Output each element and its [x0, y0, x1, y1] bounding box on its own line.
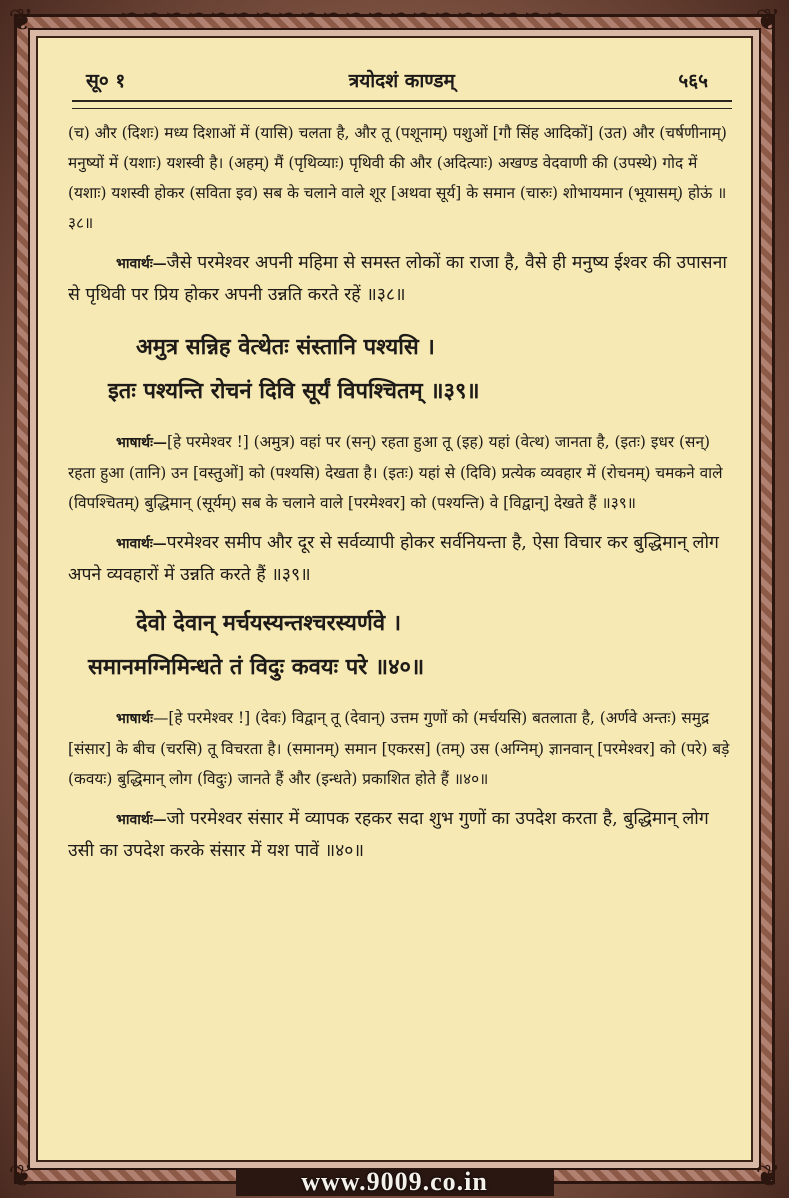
bhavartha-text: जैसे परमेश्वर अपनी महिमा से समस्त लोकों का राजा है, वैसे ही मनुष्य ईश्वर की उपासना से पृथिवी पर प्रिय होकर अपनी उन्नति करते रहें ॥३८॥ — [68, 253, 727, 305]
bhasharth-paragraph — [68, 427, 730, 518]
bhasharth-text: —[हे परमेश्वर !] (देवः) विद्वान् तू (देवान्) उत्तम गुणों को (मर्चयसि) बतलाता है, (अर्णवे अन्तः) समुद्र [संसार] के बीच (चरसि) तू विचरता है। (समानम्) समान [एकरस] (तम्) उस (अग्निम्) ज्ञानवान् [परमेश्वर] को (परे) बड़े (कवयः) बुद्धिमान् लोग (विदुः) जानते हैं और (इन्धते) प्रकाशित होते हैं ॥४०॥ — [68, 709, 730, 788]
header-rule — [72, 100, 732, 109]
bhavartha-text: जो परमेश्वर संसार में व्यापक रहकर सदा शुभ गुणों का उपदेश करता है, बुद्धिमान् लोग उसी का उपदेश करके संसार में यश पावें ॥४०॥ — [68, 809, 709, 861]
sutra-number: सू० १ — [86, 70, 126, 92]
kanda-title: त्रयोदशं काण्डम् — [348, 70, 455, 92]
bhavartha-paragraph — [68, 804, 730, 867]
bhavartha-paragraph — [68, 248, 730, 311]
page-body — [68, 118, 730, 867]
verse-line: अमुत्र सन्निह वेत्थेतः संस्तानि पश्यसि । — [136, 334, 435, 360]
bhasharth-paragraph — [68, 703, 730, 794]
verse-line: समानमग्निमिन्धते तं विदुः कवयः परे ॥४०॥ — [88, 654, 425, 680]
page — [36, 36, 753, 1162]
bhavartha-text: परमेश्वर समीप और दूर से सर्वव्यापी होकर सर्वनियन्ता है, ऐसा विचार कर बुद्धिमान् लोग अपने व्यवहारों में उन्नति करते हैं ॥३९॥ — [68, 533, 719, 585]
bhasharth-label: भाषार्थः — [116, 711, 153, 727]
bhavartha-label: भावार्थः— — [116, 536, 167, 552]
verse-line: इतः पश्यन्ति रोचनं दिवि सूर्यं विपश्चितम् ॥३९॥ — [108, 378, 480, 404]
corner-ornament-icon: ❦ — [8, 3, 34, 38]
bhavartha-label: भावार्थः— — [116, 256, 167, 272]
bhavartha-paragraph — [68, 528, 730, 591]
page-number: ५६५ — [678, 70, 708, 92]
bhasharth-label: भाषार्थः— — [116, 435, 167, 451]
verse-line: देवो देवान् मर्चयस्यन्तश्चरस्यर्णवे । — [136, 610, 402, 636]
corner-ornament-icon: ❦ — [8, 1159, 34, 1194]
page-header — [86, 64, 708, 96]
bhasharth-text: [हे परमेश्वर !] (अमुत्र) वहां पर (सन्) रहता हुआ तू (इह) यहां (वेत्थ) जानता है, (इतः) इधर (सन्) रहता हुआ (तानि) उन [वस्तुओं] को (पश्यसि) देखता है। (इतः) यहां से (दिवि) प्रत्येक व्यवहार में (रोचनम्) चमकने वाले (विपश्चितम्) बुद्धिमान् (सूर्यम्) सब के चलाने वाले [परमेश्वर] को (पश्यन्ति) वे [विद्वान्] देखते हैं ॥३९॥ — [68, 433, 723, 512]
corner-ornament-icon: ❦ — [755, 3, 781, 38]
corner-ornament-icon: ❦ — [755, 1159, 781, 1194]
translation-paragraph: (च) और (दिशः) मध्य दिशाओं में (यासि) चलता है, और तू (पशूनाम्) पशुओं [गौ सिंह आदिकों] (उत) और (चर्षणीनाम्) मनुष्यों में (यशाः) यशस्वी है। (अहम्) मैं (पृथिव्याः) पृथिवी की और (अदित्याः) अखण्ड वेदवाणी की (उपस्थे) गोद में (यशाः) यशस्वी होकर (सविता इव) सब के चलाने वाले शूर [अथवा सूर्य] के समान (चारुः) शोभायमान (भूयासम्) होऊं ॥३८॥ — [68, 124, 727, 232]
bhavartha-label: भावार्थः— — [116, 812, 167, 828]
top-swirl-icon: ∽∽∽∽∽∽∽∽∽∽∽∽∽∽∽∽∽∽∽∽ — [120, 2, 569, 27]
website-footer: www.9009.co.in — [301, 1167, 488, 1196]
